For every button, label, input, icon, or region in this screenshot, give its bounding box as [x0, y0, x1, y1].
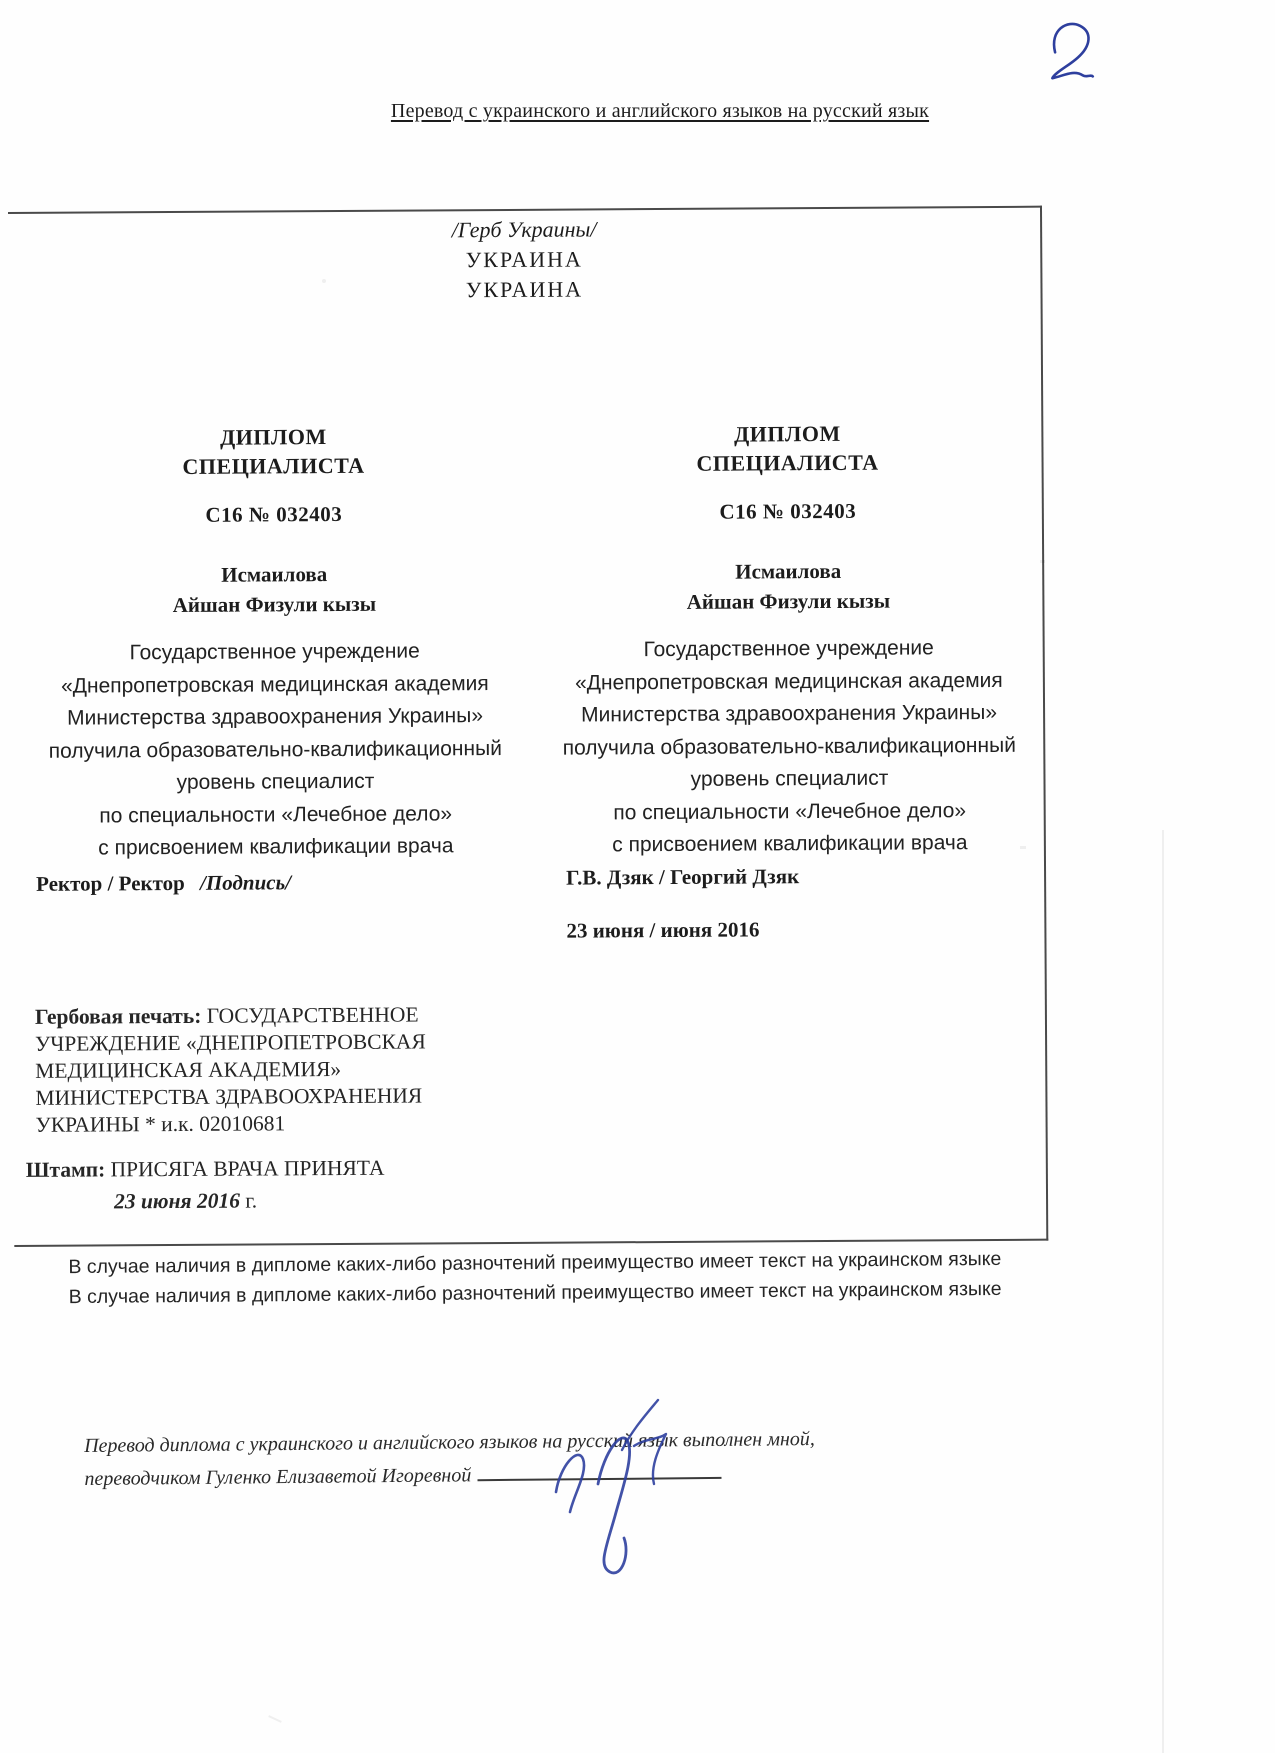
coat-of-arms-note: /Герб Украины/: [451, 216, 597, 243]
country-name-ru: УКРАИНА: [465, 276, 584, 303]
diploma-body-text: [29, 635, 522, 866]
rector-name: Г.В. Дзяк / Георгий Дзяк: [566, 864, 800, 890]
page-title: Перевод с украинского и английского языков на русский язык: [390, 100, 930, 122]
seal-line5: УКРАИНЫ * и.к. 02010681: [35, 1111, 286, 1137]
handwritten-signature-icon: [498, 1392, 738, 1582]
graduate-name: [542, 555, 1034, 618]
scan-speck: [1020, 846, 1026, 849]
diploma-heading-line1: ДИПЛОМ: [733, 420, 841, 447]
body-line: «Днепропетровская медицинская академия: [60, 671, 489, 698]
seal-label: Гербовая печать:: [34, 1003, 202, 1029]
certificate-box: [8, 206, 1048, 1247]
body-line: «Днепропетровская медицинская академия: [574, 668, 1003, 695]
stamp-text: ПРИСЯГА ВРАЧА ПРИНЯТА: [110, 1155, 385, 1182]
translator-line1: Перевод диплома с украинского и английского языков на русский язык выполнен мной,: [84, 1427, 815, 1457]
diploma-serial: С16 № 032403: [205, 501, 343, 527]
stamp-label: Штамп:: [25, 1157, 106, 1182]
body-line: по специальности «Лечебное дело»: [613, 798, 967, 824]
rector-label: Ректор / Ректор: [36, 870, 185, 896]
diploma-heading: [541, 418, 1033, 479]
scan-speck: [322, 279, 326, 283]
disclaimer-line2: В случае наличия в дипломе каких-либо разночтений преимущество имеет текст на украинском языке: [68, 1277, 1002, 1309]
graduate-given-name: Айшан Физули кызы: [686, 588, 891, 614]
graduate-surname: Исмаилова: [735, 558, 842, 584]
body-line: Министерства здравоохранения Украины»: [581, 700, 998, 727]
body-line: с присвоением квалификации врача: [612, 831, 968, 857]
graduate-given-name: Айшан Физули кызы: [172, 591, 377, 618]
graduate-name: [28, 558, 520, 621]
body-line: получила образовательно-квалификационный: [562, 733, 1016, 760]
body-line: Государственное учреждение: [129, 639, 420, 665]
diploma-heading-line2: СПЕЦИАЛИСТА: [182, 452, 365, 479]
body-line: с присвоением квалификации врача: [98, 834, 454, 860]
scan-speck: [268, 1715, 282, 1723]
seal-line2: УЧРЕЖДЕНИЕ «ДНЕПРОПЕТРОВСКАЯ: [35, 1029, 426, 1056]
scan-speck: [1040, 560, 1045, 563]
body-line: Государственное учреждение: [643, 636, 934, 662]
seal-line1: ГОСУДАРСТВЕННОЕ: [206, 1002, 419, 1028]
body-line: уровень специалист: [690, 766, 889, 791]
seal-line4: МИНИСТЕРСТВА ЗДРАВООХРАНЕНИЯ: [35, 1083, 423, 1110]
diploma-serial: С16 № 032403: [719, 498, 857, 524]
seal-transcription: [35, 1001, 516, 1139]
stamp-transcription: [26, 1151, 506, 1218]
country-name-ua: УКРАИНА: [465, 246, 583, 273]
translator-line2: переводчиком Гуленко Елизаветой Игоревной: [84, 1464, 472, 1490]
stamp-date: 23 июня 2016: [113, 1188, 241, 1214]
disclaimer-block: [30, 1244, 1040, 1313]
diploma-heading: [27, 421, 519, 482]
diploma-heading-line1: ДИПЛОМ: [219, 424, 327, 450]
seal-line3: МЕДИЦИНСКАЯ АКАДЕМИЯ»: [35, 1056, 342, 1083]
diploma-body-text: [543, 632, 1036, 863]
handwritten-page-number-icon: [1036, 11, 1106, 97]
diploma-heading-line2: СПЕЦИАЛИСТА: [696, 449, 879, 476]
disclaimer-line1: В случае наличия в дипломе каких-либо разночтений преимущество имеет текст на украинском языке: [68, 1247, 1002, 1279]
body-line: уровень специалист: [176, 769, 375, 794]
diploma-column-right: [540, 208, 1038, 1242]
body-line: получила образовательно-квалификационный: [48, 736, 502, 763]
body-line: Министерства здравоохранения Украины»: [67, 704, 484, 730]
scan-edge-line: [1162, 830, 1164, 1753]
stamp-date-suffix: г.: [245, 1188, 258, 1213]
graduate-surname: Исмаилова: [221, 562, 328, 587]
rector-signoff: [36, 870, 291, 897]
issue-date: 23 июня / июня 2016: [566, 917, 760, 943]
signature-placeholder-note: /Подпись/: [199, 870, 292, 895]
body-line: по специальности «Лечебное дело»: [99, 801, 453, 827]
